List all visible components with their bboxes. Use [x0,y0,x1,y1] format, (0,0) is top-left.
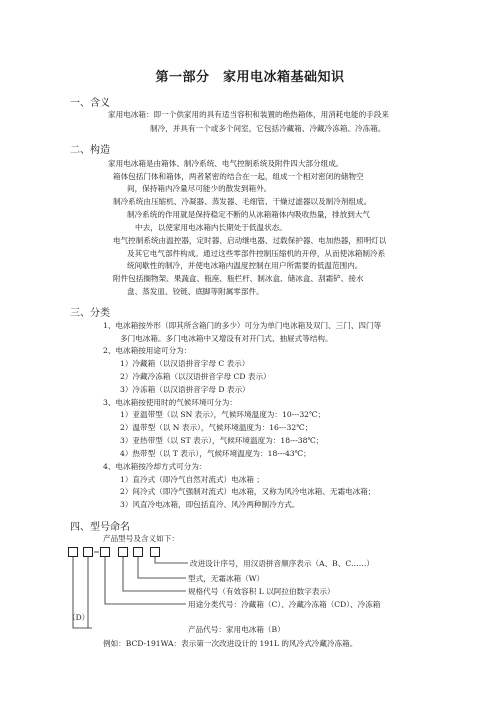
paragraph-line: 制冷系统由压缩机、冷凝器、蒸发器、毛细管、干燥过滤器以及制冷剂组成。 [113,197,372,206]
section-4-heading: 四、型号命名 [70,522,130,533]
paragraph-line: 家用电冰箱：即一个供家用的具有适当容积和装置的绝热箱体，用消耗电能的手段来 [108,110,389,119]
paragraph-line: 2）冷藏冷冻箱（以汉语拼音字母 CD 表示） [120,372,271,381]
section-1-heading: 一、含义 [70,98,110,109]
paragraph-line: 盘、蒸发皿、铰链、底脚等附属零部件。 [127,287,264,296]
model-label-usage: 用途分类代号：冷藏箱（C）、冷藏冷冻箱（CD）、冷冻箱 [188,600,381,609]
paragraph-line: 2、电冰箱按用途可分为： [103,346,192,355]
paragraph-line: 1）直冷式（即冷气自然对流式）电冰箱 ； [120,475,264,484]
page-title: 第一部分 家用电冰箱基础知识 [155,70,345,85]
paragraph-line: 间，保持箱内冷量尽可能少的散发到箱外。 [127,184,272,193]
paragraph-line: 制冷，并具有一个或多个间室，它包括冷藏箱、冷藏冷冻箱、冷冻箱。 [150,124,386,133]
connector-line [105,557,186,604]
paragraph-line: 1）冷藏箱（以汉语拼音字母 C 表示） [120,359,250,368]
model-label-product: 产品代号：家用电冰箱（B） [188,625,285,634]
paragraph-line: 及其它电气部件构成。通过这些零部件控制压缩机的开停，从而使冰箱制冷系 [127,249,386,258]
paragraph-line: 家用电冰箱是由箱体、制冷系统、电气控制系统及附件四大部分组成。 [108,159,344,168]
section-2-heading: 二、构造 [70,145,110,156]
connector-line [138,557,186,578]
paragraph-line: 统间歇性的制冷，并使电冰箱内温度控制在用户所需要的低温范围内。 [127,261,363,270]
model-label-usage-cont: （D） [68,613,90,622]
model-label-spec: 规格代号（有效容积 L 以阿拉伯数字表示） [188,587,335,596]
model-label-revision: 改进设计序号，用汉语拼音顺序表示（A、B、C……） [190,559,374,568]
paragraph-line: 制冷系统的作用就是保持稳定不断的从冰箱箱体内吸收热量，排放到大气 [127,210,370,219]
paragraph-line: 3、电冰箱按使用时的气候环境可分为： [103,398,237,407]
paragraph-line: 2）间冷式（即冷气强制对流式）电冰箱，又称为风冷电冰箱、无霜电冰箱； [120,487,376,496]
paragraph-line: 4、电冰箱按冷却方式可分为： [103,462,207,471]
paragraph-line: 3）亚热带型（以 ST 表示），气候环境温度为：18---38℃； [120,436,324,445]
paragraph-line: 箱体包括门体和箱体，两者紧密的结合在一起，组成一个相对密闭的储物空 [113,172,364,181]
paragraph-line: 附件包括搁物架、果蔬盒、瓶座、瓶栏杆、制冰盒、储冰盒、刮霜铲、接水 [113,274,364,283]
model-example: 例如：BCD-191WA：表示第一次改进设计的 191L 的风冷式冷藏冷冻箱。 [103,639,358,648]
paragraph-line: 1）亚温带型（以 SN 表示），气候环境温度为：10---32℃； [120,410,326,419]
model-intro: 产品型号及含义如下： [103,534,179,543]
model-label-type: 型式，无霜冰箱（W） [188,574,265,583]
paragraph-line: 3）冷冻箱（以汉语拼音字母 D 表示） [120,385,250,394]
paragraph-line: 2）温带型（以 N 表示），气候环境温度为：16---32℃； [120,423,313,432]
connector-line [155,557,188,563]
paragraph-line: 多门电冰箱。多门电冰箱中又增设有对开门式、抽屉式等结构。 [120,334,333,343]
paragraph-line: 电气控制系统由温控器，定时器、启动继电器、过载保护器、电加热器，照明灯以 [113,236,387,245]
paragraph-line: 1、电冰箱按外形（即其所含箱门的多少）可分为单门电冰箱及双门、三门、四门等 [103,321,382,330]
section-3-heading: 三、分类 [70,308,110,319]
paragraph-line: 4）热带型（以 T 表示），气候环境温度为：18---43℃； [120,449,311,458]
connector-line [123,557,186,591]
paragraph-line: 3）风直冷电冰箱，即包括直冷、风冷两种制冷方式。 [120,500,300,509]
paragraph-line: 中去，以使家用电冰箱内长期处于低温状态。 [135,223,287,232]
